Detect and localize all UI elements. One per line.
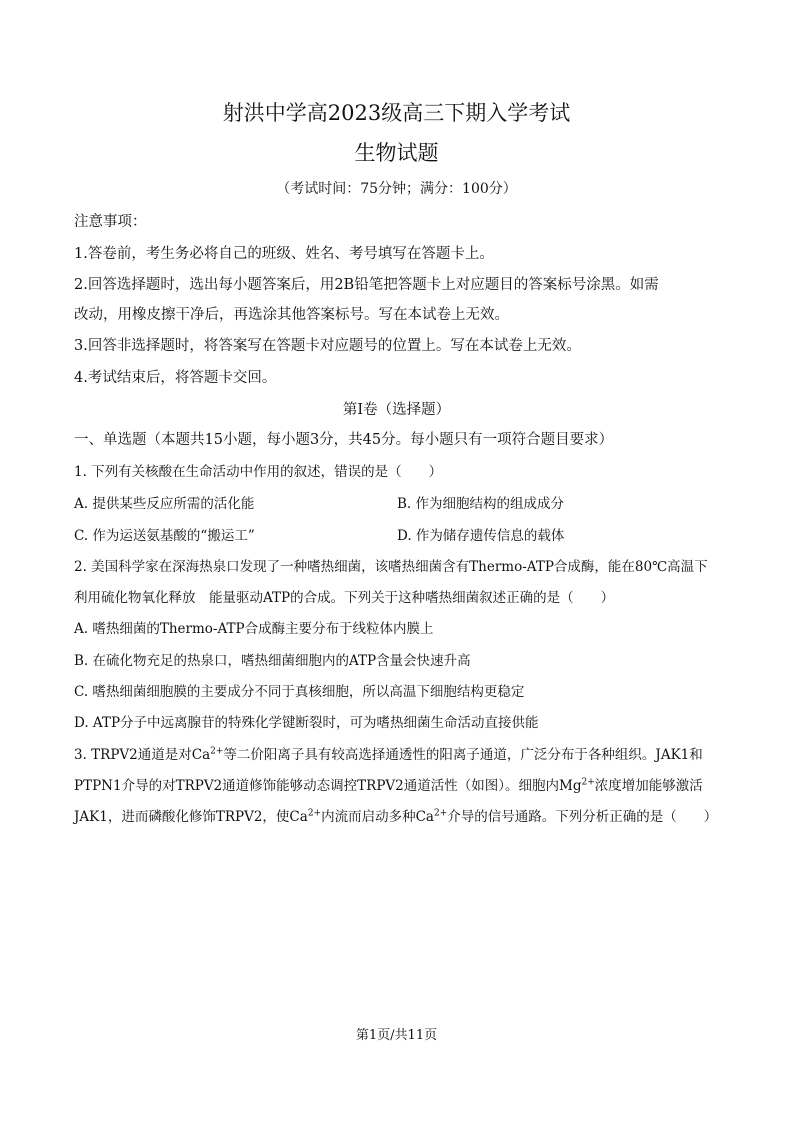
notes-heading: 注意事项： (74, 214, 147, 230)
note-item: 1.答卷前，考生务必将自己的班级、姓名、考号填写在答题卡上。 (74, 246, 494, 262)
q1-option-d: D. 作为储存遗传信息的载体 (397, 528, 565, 544)
q3-stem-line2 (74, 774, 703, 794)
q3-stem-line1 (74, 743, 703, 763)
ion-charge: 2+ (210, 746, 224, 757)
q3-text: PTPN1介导的对TRPV2通道修饰能够动态调控TRPV2通道活性（如图）。细胞内Mg (74, 778, 582, 794)
ion-charge: 2+ (307, 808, 322, 819)
q2-option-d: D. ATP分子中远离腺苷的特殊化学键断裂时，可为嗜热细菌生命活动直接供能 (74, 715, 539, 731)
section-title: 第I卷（选择题） (342, 402, 451, 418)
note-item: 3.回答非选择题时，将答案写在答题卡对应题号的位置上。写在本试卷上无效。 (74, 338, 581, 354)
subject-title: 生物试题 (354, 141, 439, 165)
q3-text: 内流而启动多种Ca (321, 809, 434, 825)
ion-charge: 2+ (581, 777, 595, 788)
q3-text: 等二价阳离子具有较高选择通透性的阳离子通道，广泛分布于各种组织。JAK1和 (223, 747, 703, 763)
q1-option-b: B. 作为细胞结构的组成成分 (397, 496, 565, 512)
section-instruction: 一、单选题（本题共15小题，每小题3分，共45分。每小题只有一项符合题目要求） (74, 432, 614, 448)
q3-text: JAK1，进而磷酸化修饰TRPV2，使Ca (74, 809, 308, 825)
q2-stem-line1: 2. 美国科学家在深海热泉口发现了一种嗜热细菌，该嗜热细菌含有Thermo-ATP合成酶，能在80℃高温下 (74, 559, 708, 575)
q3-text: 浓度增加能够激活 (594, 778, 703, 794)
time-info: （考试时间：75分钟；满分：100分） (276, 181, 517, 197)
note-item: 改动，用橡皮擦干净后，再选涂其他答案标号。写在本试卷上无效。 (74, 307, 509, 323)
q2-option-c: C. 嗜热细菌细胞膜的主要成分不同于真核细胞，所以高温下细胞结构更稳定 (74, 684, 525, 700)
q1-option-a: A. 提供某些反应所需的活化能 (74, 496, 255, 512)
q3-text: 3. TRPV2通道是对Ca (74, 747, 211, 763)
exam-title: 射洪中学高2023级高三下期入学考试 (222, 101, 571, 125)
q3-stem-line3 (74, 805, 717, 825)
q1-option-c: C. 作为运送氨基酸的“搬运工” (74, 528, 255, 544)
page-number: 第1页/共11页 (355, 1028, 438, 1043)
ion-charge: 2+ (433, 808, 448, 819)
q3-text: 介导的信号通路。下列分析正确的是（ ） (447, 809, 718, 825)
q1-stem: 1. 下列有关核酸在生命活动中作用的叙述，错误的是（ ） (74, 464, 443, 480)
note-item: 4.考试结束后，将答题卡交回。 (74, 370, 277, 386)
q2-option-a: A. 嗜热细菌的Thermo-ATP合成酶主要分布于线粒体内膜上 (74, 621, 434, 637)
note-item: 2.回答选择题时，选出每小题答案后，用2B铅笔把答题卡上对应题目的答案标号涂黑。如需 (74, 277, 659, 293)
q2-option-b: B. 在硫化物充足的热泉口，嗜热细菌细胞内的ATP含量会快速升高 (74, 653, 471, 669)
q2-stem-line2: 利用硫化物氧化释放 能量驱动ATP的合成。下列关于这种嗜热细菌叙述正确的是（ ） (74, 590, 615, 606)
